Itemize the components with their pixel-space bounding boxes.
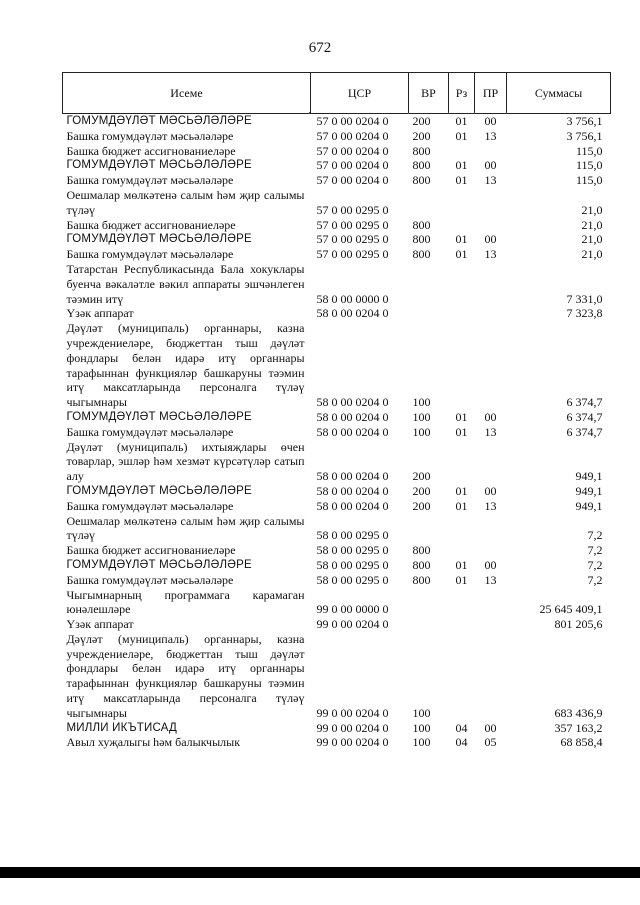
table-row — [63, 129, 611, 144]
cell-name: ГОМУМДӘҮЛӘТ МӘСЬӘЛӘЛӘРЕ — [66, 484, 252, 497]
cell-pr — [475, 188, 507, 218]
cell-vr: 100 — [412, 424, 431, 439]
cell-rz — [449, 188, 475, 218]
cell-vr: 200 — [412, 128, 431, 143]
table-row — [63, 425, 611, 440]
table-row — [63, 632, 611, 721]
cell-name: Оешмалар мөлкәтенә салым һәм җир салымы түләү — [66, 187, 305, 217]
cell-pr: 13 — [484, 572, 497, 587]
cell-rz — [449, 321, 475, 410]
cell-name: Башка гомумдәүләт мәсьәләләре — [66, 498, 234, 513]
table-row — [63, 499, 611, 514]
cell-csr: 58 0 00 0204 0 — [316, 395, 389, 410]
cell-rz — [449, 218, 475, 233]
cell-name: Башка гомумдәүләт мәсьәләләре — [66, 424, 234, 439]
scan-bottom-border — [0, 867, 640, 878]
cell-sum: 683 436,9 — [554, 705, 603, 720]
table-row — [63, 306, 611, 321]
cell-pr: 13 — [484, 128, 497, 143]
cell-sum: 25 645 409,1 — [539, 602, 603, 617]
cell-pr — [475, 617, 507, 632]
cell-vr: 800 — [412, 572, 431, 587]
cell-pr — [475, 144, 507, 159]
cell-rz: 04 — [455, 720, 468, 735]
table-row — [63, 262, 611, 306]
cell-vr: 100 — [412, 409, 431, 424]
cell-csr: 58 0 00 0295 0 — [316, 572, 389, 587]
cell-sum: 949,1 — [575, 483, 603, 498]
cell-vr — [409, 588, 449, 618]
cell-csr: 57 0 00 0204 0 — [316, 143, 389, 158]
table-row — [63, 158, 611, 173]
cell-sum: 949,1 — [575, 469, 603, 484]
cell-rz — [449, 514, 475, 544]
cell-sum: 115,0 — [575, 173, 603, 188]
cell-name: Татарстан Республикасында Бала хокуклары буенча вәкаләтле вәкил аппараты эшчәнлеген тәэмин итү — [66, 261, 305, 306]
cell-rz: 01 — [455, 158, 468, 173]
cell-pr — [475, 440, 507, 484]
cell-sum: 21,0 — [581, 232, 603, 247]
cell-csr: 99 0 00 0204 0 — [316, 705, 389, 720]
cell-pr — [475, 588, 507, 618]
cell-name: Дәүләт (муниципаль) органнары, казна учреждениеләре, бюджеттан тыш дәүләт фондлары белән идарә итү органнары тарафыннан функцияләр башкаруны тәэмин итү максатларында персоналга түләү чыгымнары — [66, 321, 305, 410]
table-body — [63, 114, 611, 751]
cell-rz — [449, 588, 475, 618]
cell-name: Башка бюджет ассигнованиеләре — [66, 543, 236, 558]
cell-rz — [449, 306, 475, 321]
cell-name: Башка бюджет ассигнованиеләре — [66, 217, 236, 232]
cell-rz: 01 — [455, 247, 468, 262]
column-divider — [474, 112, 475, 114]
header-rz: Рз — [449, 73, 475, 114]
cell-pr: 00 — [484, 232, 497, 247]
cell-sum: 801 205,6 — [554, 617, 603, 632]
cell-name: Башка бюджет ассигнованиеләре — [66, 143, 236, 158]
table-row — [63, 588, 611, 618]
cell-csr: 58 0 00 0204 0 — [316, 424, 389, 439]
table-row — [63, 321, 611, 410]
cell-name: Башка гомумдәүләт мәсьәләләре — [66, 247, 234, 262]
cell-csr: 57 0 00 0204 0 — [316, 114, 389, 128]
page-number: 672 — [308, 40, 332, 56]
cell-sum: 115,0 — [575, 158, 603, 173]
cell-vr: 800 — [412, 543, 431, 558]
cell-pr — [475, 514, 507, 544]
cell-pr: 00 — [484, 720, 497, 735]
table-row — [63, 617, 611, 632]
budget-table — [62, 72, 611, 750]
cell-vr: 200 — [412, 498, 431, 513]
cell-vr: 100 — [412, 735, 431, 750]
cell-name: ГОМУМДӘҮЛӘТ МӘСЬӘЛӘЛӘРЕ — [66, 159, 252, 172]
cell-sum: 7 331,0 — [566, 291, 603, 306]
cell-name: Оешмалар мөлкәтенә салым һәм җир салымы түләү — [66, 513, 305, 543]
column-divider — [506, 112, 507, 114]
cell-name: Башка гомумдәүләт мәсьәләләре — [66, 173, 234, 188]
cell-sum: 3 756,1 — [566, 114, 603, 128]
table-row — [63, 735, 611, 750]
cell-vr: 800 — [412, 173, 431, 188]
cell-csr: 57 0 00 0295 0 — [316, 247, 389, 262]
cell-csr: 57 0 00 0204 0 — [316, 173, 389, 188]
header-pr: ПР — [475, 73, 507, 114]
cell-pr — [475, 306, 507, 321]
cell-vr: 100 — [412, 705, 431, 720]
cell-pr — [475, 543, 507, 558]
cell-rz — [449, 632, 475, 721]
cell-vr — [409, 617, 449, 632]
table-row — [63, 173, 611, 188]
cell-rz: 01 — [455, 557, 468, 572]
cell-pr: 13 — [484, 247, 497, 262]
cell-vr — [409, 262, 449, 306]
cell-rz: 01 — [455, 483, 468, 498]
cell-csr: 58 0 00 0204 0 — [316, 306, 389, 321]
cell-csr: 58 0 00 0204 0 — [316, 469, 389, 484]
table-row — [63, 114, 611, 129]
cell-sum: 21,0 — [581, 247, 603, 262]
cell-sum: 68 858,4 — [560, 735, 603, 750]
cell-rz: 01 — [455, 572, 468, 587]
cell-vr: 100 — [412, 395, 431, 410]
cell-rz: 01 — [455, 424, 468, 439]
table-row — [63, 484, 611, 499]
cell-pr: 00 — [484, 158, 497, 173]
cell-pr — [475, 262, 507, 306]
cell-name: Башка гомумдәүләт мәсьәләләре — [66, 572, 234, 587]
cell-sum: 7,2 — [587, 543, 603, 558]
header-name: Исеме — [63, 73, 311, 114]
cell-rz — [449, 144, 475, 159]
cell-sum: 7,2 — [587, 572, 603, 587]
cell-sum: 949,1 — [575, 498, 603, 513]
cell-name: Үзәк аппарат — [66, 617, 134, 632]
cell-csr: 99 0 00 0204 0 — [316, 720, 389, 735]
cell-rz — [449, 543, 475, 558]
cell-csr: 58 0 00 0204 0 — [316, 409, 389, 424]
cell-vr: 100 — [412, 720, 431, 735]
cell-vr: 200 — [412, 469, 431, 484]
cell-rz: 01 — [455, 128, 468, 143]
table-row — [63, 144, 611, 159]
cell-pr: 05 — [484, 735, 497, 750]
budget-table-wrapper — [62, 72, 610, 750]
cell-csr: 58 0 00 0295 0 — [316, 543, 389, 558]
cell-rz: 04 — [455, 735, 468, 750]
header-vr: ВР — [409, 73, 449, 114]
cell-sum: 115,0 — [575, 143, 603, 158]
cell-name: ГОМУМДӘҮЛӘТ МӘСЬӘЛӘЛӘРЕ — [66, 410, 252, 423]
table-header — [63, 73, 611, 114]
cell-vr — [409, 514, 449, 544]
column-divider — [309, 112, 310, 114]
cell-rz — [449, 262, 475, 306]
cell-csr: 58 0 00 0295 0 — [316, 528, 389, 543]
cell-vr: 200 — [412, 483, 431, 498]
cell-name: Дәүләт (муниципаль) ихтыяҗлары өчен товарлар, эшләр һәм хезмәт күрсәтүләр сатып алу — [66, 439, 305, 484]
table-row — [63, 573, 611, 588]
cell-sum: 6 374,7 — [566, 424, 603, 439]
cell-pr — [475, 321, 507, 410]
cell-csr: 57 0 00 0204 0 — [316, 128, 389, 143]
table-row — [63, 514, 611, 544]
header-sum: Суммасы — [507, 73, 611, 114]
cell-sum: 7,2 — [587, 557, 603, 572]
cell-name: ГОМУМДӘҮЛӘТ МӘСЬӘЛӘЛӘРЕ — [66, 115, 252, 127]
cell-csr: 99 0 00 0000 0 — [316, 602, 389, 617]
cell-rz: 01 — [455, 409, 468, 424]
cell-csr: 58 0 00 0000 0 — [316, 291, 389, 306]
cell-vr: 800 — [412, 557, 431, 572]
cell-vr: 800 — [412, 158, 431, 173]
table-row — [63, 440, 611, 484]
cell-rz: 01 — [455, 173, 468, 188]
table-row — [63, 558, 611, 573]
column-divider — [408, 112, 409, 114]
cell-pr — [475, 218, 507, 233]
table-row — [63, 232, 611, 247]
cell-rz: 01 — [455, 114, 468, 128]
cell-csr: 57 0 00 0295 0 — [316, 202, 389, 217]
cell-vr: 800 — [412, 232, 431, 247]
cell-pr — [475, 632, 507, 721]
cell-pr: 13 — [484, 173, 497, 188]
cell-csr: 57 0 00 0295 0 — [316, 232, 389, 247]
cell-vr: 200 — [412, 114, 431, 128]
cell-sum: 21,0 — [581, 217, 603, 232]
cell-pr: 00 — [484, 483, 497, 498]
cell-csr: 57 0 00 0295 0 — [316, 217, 389, 232]
cell-sum: 7,2 — [587, 528, 603, 543]
cell-vr: 800 — [412, 143, 431, 158]
cell-name: Башка гомумдәүләт мәсьәләләре — [66, 128, 234, 143]
table-row — [63, 721, 611, 736]
cell-csr: 58 0 00 0204 0 — [316, 498, 389, 513]
cell-pr: 00 — [484, 557, 497, 572]
cell-sum: 3 756,1 — [566, 128, 603, 143]
cell-name: Авыл хуҗалыгы һәм балыкчылык — [66, 735, 241, 750]
cell-rz: 01 — [455, 498, 468, 513]
header-csr: ЦСР — [311, 73, 409, 114]
cell-name: ГОМУМДӘҮЛӘТ МӘСЬӘЛӘЛӘРЕ — [66, 233, 252, 246]
cell-sum: 6 374,7 — [566, 395, 603, 410]
table-row — [63, 218, 611, 233]
cell-csr: 58 0 00 0204 0 — [316, 483, 389, 498]
cell-pr: 00 — [484, 114, 497, 128]
cell-vr: 800 — [412, 217, 431, 232]
cell-pr: 00 — [484, 409, 497, 424]
cell-pr: 13 — [484, 424, 497, 439]
cell-rz — [449, 617, 475, 632]
table-row — [63, 543, 611, 558]
table-row — [63, 188, 611, 218]
cell-csr: 99 0 00 0204 0 — [316, 617, 389, 632]
cell-name: МИЛЛИ ИКЪТИСАД — [66, 721, 177, 734]
cell-name: Чыгымнарның программага карамаган юнәлешләре — [66, 587, 305, 617]
cell-vr: 800 — [412, 247, 431, 262]
cell-name: ГОМУМДӘҮЛӘТ МӘСЬӘЛӘЛӘРЕ — [66, 558, 252, 571]
cell-sum: 357 163,2 — [554, 720, 603, 735]
table-row — [63, 247, 611, 262]
cell-csr: 58 0 00 0295 0 — [316, 557, 389, 572]
cell-vr — [409, 188, 449, 218]
table-row — [63, 410, 611, 425]
cell-pr: 13 — [484, 498, 497, 513]
cell-name: Үзәк аппарат — [66, 306, 134, 321]
cell-csr: 57 0 00 0204 0 — [316, 158, 389, 173]
cell-rz — [449, 440, 475, 484]
column-divider — [448, 112, 449, 114]
cell-rz: 01 — [455, 232, 468, 247]
cell-sum: 7 323,8 — [566, 306, 603, 321]
cell-csr: 99 0 00 0204 0 — [316, 735, 389, 750]
cell-sum: 21,0 — [581, 202, 603, 217]
cell-sum: 6 374,7 — [566, 409, 603, 424]
cell-vr — [409, 306, 449, 321]
cell-name: Дәүләт (муниципаль) органнары, казна учреждениеләре, бюджеттан тыш дәүләт фондлары белән идарә итү органнары тарафыннан функцияләр башкаруны тәэмин итү максатларында персоналга түләү чыгымнары — [66, 631, 305, 720]
